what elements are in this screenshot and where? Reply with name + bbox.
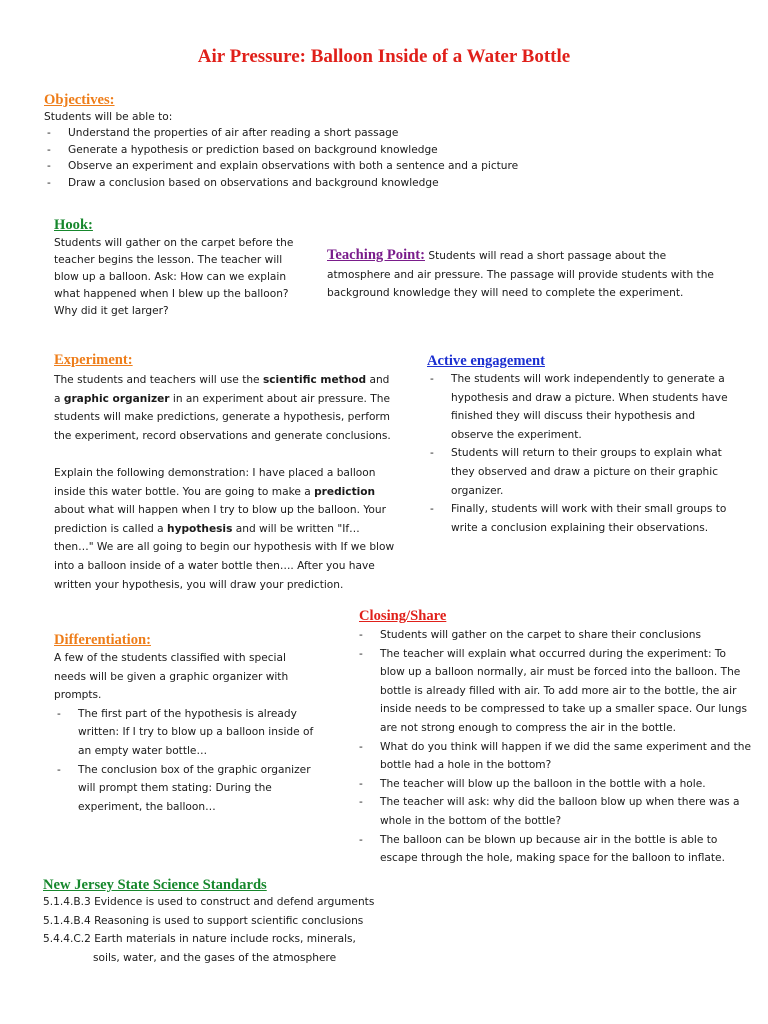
engagement-item: - The students will work independently to generate a hypothesis and draw a picture. When students have finished they will discuss their hypothesis and observe the experiment. <box>427 370 732 444</box>
active-engagement-list <box>427 370 732 537</box>
standards-heading: New Jersey State Science Standards <box>43 877 267 893</box>
standard-line: 5.1.4.B.4 Reasoning is used to support scientific conclusions <box>43 914 364 927</box>
teaching-point-heading: Teaching Point: <box>327 247 425 263</box>
closing-item: - Students will gather on the carpet to share their conclusions <box>356 626 752 645</box>
standards-section <box>43 893 443 967</box>
differentiation-item: - The first part of the hypothesis is already written: If I try to blow up a balloon inside of an empty water bottle… <box>54 705 316 761</box>
closing-item: - What do you think will happen if we did the same experiment and the bottle had a hole in the bottom? <box>356 738 752 775</box>
objective-item: - Generate a hypothesis or prediction based on background knowledge <box>44 142 744 159</box>
teaching-point-section <box>327 246 727 303</box>
objective-item: - Observe an experiment and explain observations with both a sentence and a picture <box>44 158 744 175</box>
experiment-section <box>54 371 396 594</box>
closing-item: - The teacher will blow up the balloon in the bottle with a hole. <box>356 775 752 794</box>
experiment-paragraph-2: Explain the following demonstration: I have placed a balloon inside this water bottle. You are going to make a prediction about what will happen when I try to blow up the balloon. Your prediction is called a hypothesis and will be written "If…then…" We are all going to begin our hypothesis with If we blow into a balloon inside of a water bottle then…. After you have written your hypothesis, you will draw your prediction. <box>54 466 395 591</box>
closing-section <box>356 626 752 868</box>
standard-line: 5.1.4.B.3 Evidence is used to construct and defend arguments <box>43 896 375 908</box>
keyword-prediction: prediction <box>314 485 376 498</box>
closing-item: - The balloon can be blown up because air in the bottle is able to escape through the hole, making space for the balloon to inflate. <box>356 831 752 868</box>
standard-continuation: soils, water, and the gases of the atmosphere <box>93 951 337 964</box>
objectives-intro: Students will be able to: <box>44 111 173 123</box>
objective-item: - Understand the properties of air after reading a short passage <box>44 125 744 142</box>
keyword-scientific-method: scientific method <box>262 374 367 386</box>
active-engagement-heading: Active engagement <box>427 353 545 369</box>
differentiation-section <box>54 649 316 816</box>
closing-heading: Closing/Share <box>359 608 447 624</box>
experiment-paragraph-1: The students and teachers will use the scientific method and a graphic organizer in an experiment about air pressure. The students will make predictions, generate a hypothesis, perform the experiment, record observations and generate conclusions. <box>54 374 391 442</box>
differentiation-intro: A few of the students classified with special needs will be given a graphic organizer with prompts. <box>54 652 289 702</box>
objectives-heading: Objectives: <box>44 92 115 108</box>
page-title: Air Pressure: Balloon Inside of a Water Bottle <box>197 46 571 67</box>
differentiation-heading: Differentiation: <box>54 632 151 648</box>
objective-item: - Draw a conclusion based on observations and background knowledge <box>44 175 744 192</box>
hook-text: Students will gather on the carpet before the teacher begins the lesson. The teacher will blow up a balloon. Ask: How can we explain what happened when I blew up the balloon? Why did it get larger? <box>54 237 294 317</box>
objectives-section <box>44 110 744 191</box>
engagement-item: - Students will return to their groups to explain what they observed and draw a picture on their graphic organizer. <box>427 444 732 500</box>
objectives-list <box>44 125 744 191</box>
teaching-point-text: Students will read a short passage about the atmosphere and air pressure. The passage will provide students with the background knowledge they will need to complete the experiment. <box>327 250 714 300</box>
standard-line: 5.4.4.C.2 Earth materials in nature include rocks, minerals, <box>43 933 356 946</box>
differentiation-list <box>54 705 316 817</box>
experiment-heading: Experiment: <box>54 352 133 368</box>
closing-list <box>356 626 752 868</box>
hook-heading: Hook: <box>54 217 93 233</box>
active-engagement-section <box>427 370 732 537</box>
engagement-item: - Finally, students will work with their small groups to write a conclusion explaining their observations. <box>427 500 732 537</box>
keyword-graphic-organizer: graphic organizer <box>63 392 170 405</box>
closing-item: - The teacher will ask: why did the balloon blow up when there was a whole in the bottom of the bottle? <box>356 793 752 830</box>
keyword-hypothesis: hypothesis <box>167 522 233 535</box>
closing-item: - The teacher will explain what occurred during the experiment: To blow up a balloon normally, air must be forced into the balloon. The bottle is already filled with air. To add more air to the bottle, the air inside needs to be compressed to take up a smaller space. Our lungs are not strong enough to compress the air in the bottle. <box>356 645 752 738</box>
differentiation-item: - The conclusion box of the graphic organizer will prompt them stating: During the experiment, the balloon… <box>54 761 316 817</box>
